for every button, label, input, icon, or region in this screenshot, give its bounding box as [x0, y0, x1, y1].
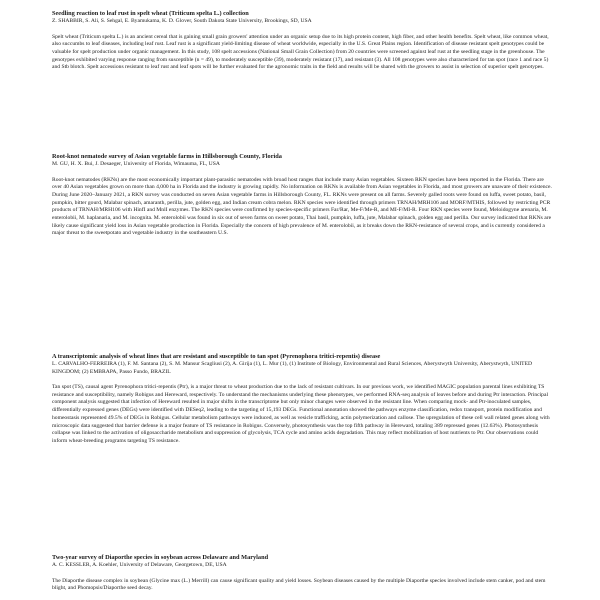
abstract-body: Root-knot nematodes (RKNs) are the most economically important plant-parasitic nematodes with broad host ranges that include many Asian vegetables. Sixteen RKN species have been reported in the Florida. There are over 40 Asian vegetables grown on more than 4,000 ha in Florida and the industry is growing rapidly. No information on RKNs is available from Asian vegetables in Florida, and most growers are unaware of their existence. During June 2020–January 2021, a RKN survey was conducted on seven Asian vegetable farms in Hillsborough County, FL. RKNs were present on all farms. Severely galled roots were found on luffa, sweet potato, basil, pumpkin, bitter gourd, Malabar spinach, amaranth, perilla, jute, golden egg, and Indian cream cobra melon. RKN species were identified through primers TRNAH/MRH106 and MORF/MTHIS, followed by restricting PCR products of TRNAH/MRH106 with HinfI and MnlI enzymes. The RKN species were confirmed by species-specific primers Far/Rar, Me-F/Me-R, and MI-F/MI-R. Four RKN species were found, Meloidogyne arenaria, M. enterolobii, M. haplanaria, and M. incognita. M. enterolobii was found in six out of seven farms on sweet potato, Thai basil, pumpkin, luffa, jute, Malabar spinach, golden egg and perilla. Our survey indicated that RKNs are likely cause significant yield loss in Asian vegetable production in Florida. Especially the concern of high prevalence of M. enterolobii, as it breaks down the RKN-resistance of several crops, and is currently considered a major threat to the sweetpotato and vegetable industry in the southeastern U.S. [52, 176, 552, 237]
abstract-authors: L. CARVALHO-FERREIRA (1), F. M. Santana (2), S. M. Mansur Scagliusi (2), A. Girija (1), L. Mur (1), (1) Institute of Biology, Environmental and Rural Sciences, Aberystwyth University, Aberystwyth, UNITED KINGDOM; (2) EMBRAPA, Passo Fundo, BRAZIL [52, 361, 533, 375]
abstract-body: Spelt wheat (Triticum spelta L.) is an ancient cereal that is gaining small grain growers' attention under an organic setup due to its high protein content, high fiber, and other health benefits. Spelt wheat, like common wheat, also succumbs to leaf diseases, including leaf rust. Leaf rust is a significant yield-limiting disease of wheat worldwide, especially in the U.S. Great Plains region. Identification of disease resistant spelt genotypes could be valuable for spelt production under organic management. In this study, 108 spelt accessions (National Small Grain Collection) from 20 countries were screened against leaf rust at the seedling stage in the greenhouse. The genotypes exhibited varying response ranging from susceptible (n = 49), to moderately susceptible (39), moderately resistant (17), and resistant (3). All 108 genotypes were also characterized for tan spot (race 1 and race 5) and Stb blotch. Spelt accessions resistant to leaf rust and leaf spots will be further evaluated for the agronomic traits in the field and results will be shared with the growers to assist in selection of superior spelt genotypes. [52, 33, 549, 71]
abstract-title: Seedling reaction to leaf rust in spelt wheat (Triticum spelta L.) collection [52, 10, 249, 17]
abstract-title: A transcriptomic analysis of wheat lines that are resistant and susceptible to tan spot (Pyrenophora tritici-repentis) disease [52, 353, 381, 360]
abstract-body: The Diaporthe disease complex in soybean (Glycine max (L.) Merrill) can cause significant quality and yield losses. Soybean diseases caused by the multiple Diaporthe species involved include stem canker, pod and stem blight, and Phomopsis/Diaporthe seed decay. [52, 577, 546, 592]
abstract-authors: M. GU, H. X. Bui, J. Desaeger, University of Florida, Wimauma, FL, USA [52, 161, 220, 167]
abstract-body: Tan spot (TS), causal agent Pyrenophora tritici-repentis (Ptr), is a major threat to wheat production due to the lack of resistant cultivars. In our previous work, we identified MAGIC population parental lines exhibiting TS resistance and susceptibility, namely Robigus and Hereward, respectively. To understand the mechanisms underlying these phenotypes, we performed RNA-seq analysis of leaves before and during Ptr interaction. Principal component analysis suggested that infection of Hereward resulted in major shifts in the transcriptome but only minor changes were observed in the resistant line. When comparing mock- and Ptr-inoculated samples, differentially expressed genes (DEGs) were identified with DESeq2, leading to the targeting of 15,193 DEGs. Functional annotation showed the pathways enzyme classification, redox transport, protein modification and homeostasis represented 49.5% of DEGs in Robigus. Cellular metabolism pathways were induced, as well as vesicle trafficking, actin polymerization and callose. The upregulation of these cell wall related genes along with microscopic data suggested that barrier defense is a major feature of TS resistance in Robigus. Conversely, photosynthesis was the top fifth pathway in Hereward, totaling 389 repressed genes (12.63%). Photosynthesis collapse was linked to the activation of oligosaccharide metabolism and suppression of glycolysis, TCA cycle and amino acids degradation. This may reflect mobilization of host nutrients to Ptr. Our observations could inform wheat-breeding programs targeting TS resistance. [52, 384, 550, 444]
abstract-authors: Z. SHABBIR, S. Ali, S. Sehgal, E. Byamukama, K. D. Glover, South Dakota State University, Brookings, SD, USA [52, 18, 312, 24]
abstract-authors: A. C. KESSLER, A. Koehler, University of Delaware, Georgetown, DE, USA [52, 562, 227, 568]
abstract-spelt-wheat-leaf-rust [52, 10, 552, 72]
abstract-root-knot-nematode [52, 153, 552, 238]
abstract-diaporthe-survey [52, 554, 552, 593]
abstract-tan-spot-transcriptomic [52, 353, 552, 446]
abstract-title: Root-knot nematode survey of Asian vegetable farms in Hillsborough County, Florida [52, 153, 282, 160]
abstract-title: Two-year survey of Diaporthe species in soybean across Delaware and Maryland [52, 554, 269, 561]
